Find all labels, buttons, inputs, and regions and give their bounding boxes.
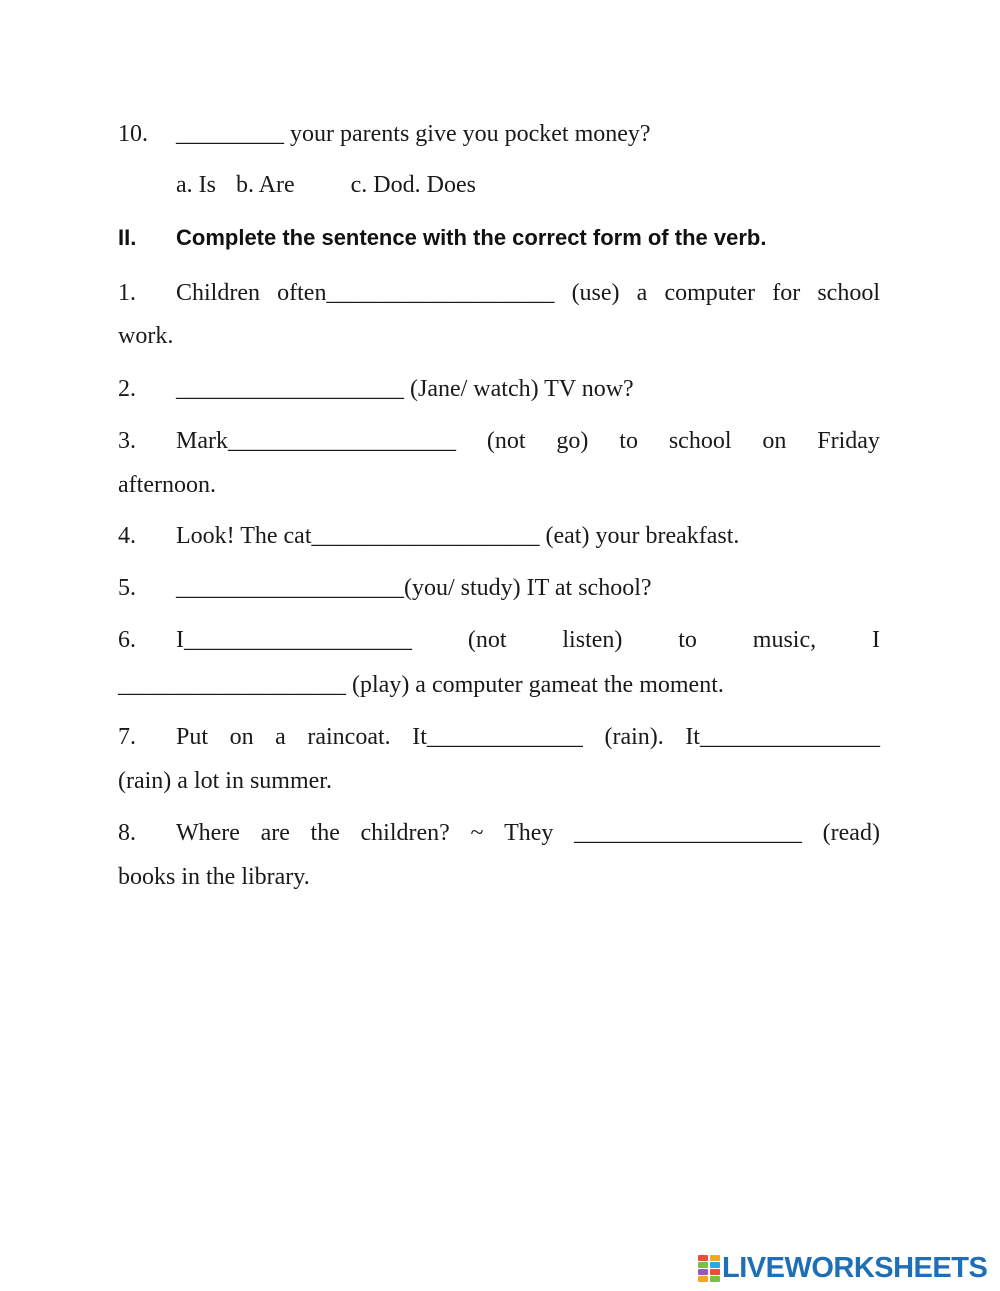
section-number: II. <box>118 225 137 250</box>
item-8-number: 8. <box>118 820 136 846</box>
item-8-line1 <box>176 821 880 845</box>
q10-number: 10. <box>118 121 148 147</box>
word: to <box>678 627 697 653</box>
word: school <box>817 280 880 306</box>
item-1-line2: work. <box>118 323 174 349</box>
q10-text: _________ your parents give you pocket money? <box>176 121 651 147</box>
option-d: d. Does <box>402 172 476 198</box>
word: ___________________ <box>574 820 803 846</box>
word: the <box>310 820 340 846</box>
word: I___________________ <box>176 627 412 653</box>
item-7-line2: (rain) a lot in summer. <box>118 768 332 794</box>
word: raincoat. <box>307 724 391 750</box>
item-5-number: 5. <box>118 575 136 601</box>
word: Friday <box>817 428 880 454</box>
word: go) <box>556 428 589 454</box>
word: children? <box>360 820 450 846</box>
item-4-text: Look! The cat___________________ (eat) your breakfast. <box>176 523 740 549</box>
word: music, <box>752 627 817 653</box>
item-5-text: ___________________(you/ study) IT at school? <box>176 575 652 601</box>
word: Where <box>176 820 240 846</box>
item-6-number: 6. <box>118 627 136 653</box>
word: Mark___________________ <box>176 428 456 454</box>
q10-options <box>176 173 476 197</box>
item-2-number: 2. <box>118 376 136 402</box>
word: They <box>504 820 554 846</box>
word: Put <box>176 724 209 750</box>
item-3-line2: afternoon. <box>118 472 216 498</box>
word: (not <box>486 428 526 454</box>
word: It_____________ <box>412 724 583 750</box>
word: to <box>619 428 638 454</box>
word: computer <box>664 280 756 306</box>
item-4-number: 4. <box>118 523 136 549</box>
word: a <box>636 280 648 306</box>
word: often___________________ <box>277 280 555 306</box>
item-3-number: 3. <box>118 428 136 454</box>
item-6-line1 <box>176 628 880 652</box>
item-7-number: 7. <box>118 724 136 750</box>
word: Children <box>176 280 260 306</box>
item-7-line1 <box>176 725 880 749</box>
option-c: c. Do <box>350 172 403 198</box>
item-3-line1 <box>176 429 880 453</box>
word: on <box>229 724 254 750</box>
word: are <box>260 820 290 846</box>
option-b: b. Are <box>235 172 295 198</box>
item-8-line2: books in the library. <box>118 864 310 890</box>
word: (not <box>467 627 507 653</box>
word: I <box>871 627 880 653</box>
liveworksheets-logo <box>698 1254 987 1283</box>
item-1-number: 1. <box>118 280 136 306</box>
word: a <box>275 724 286 750</box>
word: for <box>772 280 801 306</box>
word: ~ <box>470 820 484 846</box>
section-title: Complete the sentence with the correct form of the verb. <box>176 225 767 250</box>
item-2-text: ___________________ (Jane/ watch) TV now? <box>176 376 634 402</box>
item-1-line1 <box>176 281 880 305</box>
word: (use) <box>571 280 620 306</box>
word: (read) <box>822 820 880 846</box>
item-6-line2: ___________________ (play) a computer gameat the moment. <box>118 672 724 698</box>
word: listen) <box>562 627 623 653</box>
word: It_______________ <box>685 724 880 750</box>
option-a: a. Is <box>176 172 216 198</box>
word: school <box>668 428 732 454</box>
logo-text: LIVEWORKSHEETS <box>722 1252 988 1284</box>
word: (rain). <box>604 724 664 750</box>
word: on <box>762 428 787 454</box>
liveworksheets-logo-icon <box>698 1255 720 1283</box>
